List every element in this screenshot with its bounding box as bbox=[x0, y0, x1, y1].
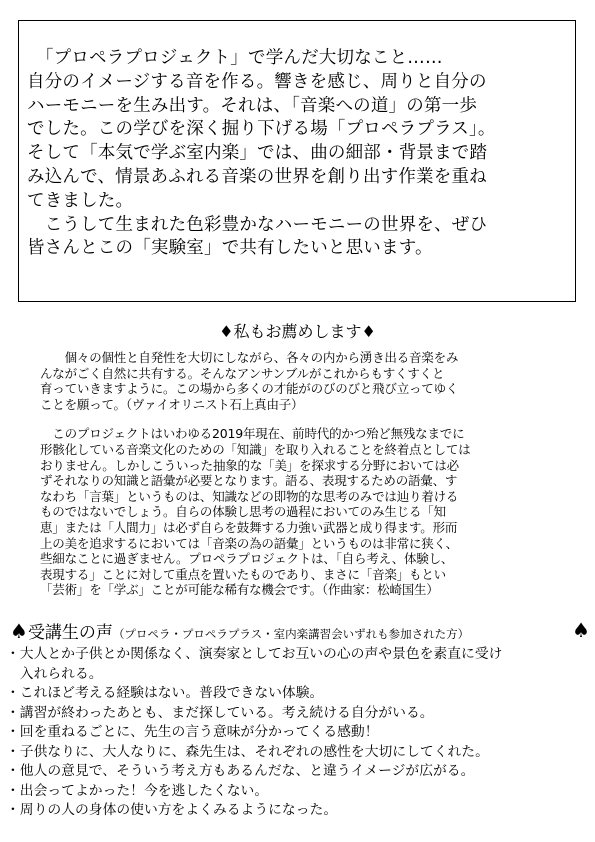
recommend-line: んながごく自然に共有する。そんなアンサンブルがこれからもすくすくと bbox=[40, 365, 445, 381]
list-item: ・出会ってよかった！今を逃したくない。 bbox=[6, 782, 269, 799]
intro-line: み込んで、情景あふれる音楽の世界を創り出す作業を重ね bbox=[27, 166, 487, 187]
intro-line: でした。この学びを深く掘り下げる場「プロペラプラス」。 bbox=[27, 119, 496, 140]
voices-title: 受講生の声 bbox=[27, 623, 113, 643]
recommend-title: ♦私もお薦めします♦ bbox=[219, 322, 376, 341]
intro-box bbox=[18, 20, 576, 302]
voices-subtitle: （プロペラ・プロペラプラス・室内楽講習会いずれも参加された方） bbox=[112, 627, 470, 641]
list-item: ・子供なりに、大人なりに、森先生は、それぞれの感性を大切にしてくれた。 bbox=[6, 743, 489, 760]
list-item: ・これほど考える経験はない。普段できない体験。 bbox=[6, 685, 324, 701]
recommend-line: ものではないでしょう。自らの体験し思考の過程においてのみ生じる「知 bbox=[40, 504, 446, 520]
spade-icon: ♠ bbox=[10, 619, 28, 643]
intro-line: 「プロペラプロジェクト」で学んだ大切なこと…… bbox=[27, 48, 443, 68]
voices-heading bbox=[10, 618, 590, 643]
recommend-line: 育っていきますように。この場から多くの才能がのびのびと飛び立ってゆく bbox=[40, 381, 459, 397]
recommend-paragraph bbox=[40, 426, 560, 598]
intro-line: 皆さんとこの「実験室」で共有したいと思います。 bbox=[27, 238, 433, 259]
recommend-line: 「芸術」を「学ぶ」ことが可能な稀有な機会です。（作曲家：松崎国生） bbox=[40, 582, 439, 598]
recommend-line: おりません。しかしこういった抽象的な「美」を探求する分野においては必 bbox=[40, 457, 459, 473]
list-item: ・回を重ねるごとに、先生の言う意味が分かってくる感動！ bbox=[6, 724, 379, 740]
recommend-line: 些細なことに過ぎません。プロペラプロジェクトは、「自ら考え、体験し、 bbox=[40, 551, 454, 567]
recommend-line: 恵」または「人間力」は必ず自らを鼓舞する力強い武器と成り得ます。形而 bbox=[40, 519, 458, 535]
list-item: ・講習が終わったあとも、まだ探している。考え続ける自分がいる。 bbox=[6, 704, 434, 721]
recommend-line: 上の美を追求するにおいては「音楽の為の語彙」というものは非常に狭く、 bbox=[40, 535, 458, 551]
intro-line: てきました。 bbox=[27, 190, 134, 211]
list-item: ・周りの人の身体の使い方をよくみるようになった。 bbox=[6, 802, 338, 818]
list-item: 入れられる。 bbox=[6, 665, 103, 682]
recommend-line: 個々の個性と自発性を大切にしながら、各々の内から湧き出る音楽をみ bbox=[40, 350, 459, 365]
intro-line: そして「本気で学ぶ室内楽」では、曲の細部・背景まで踏 bbox=[27, 143, 488, 164]
spade-icon: ♠ bbox=[572, 618, 590, 642]
recommend-section bbox=[40, 350, 560, 612]
recommend-paragraph bbox=[40, 350, 560, 412]
recommend-line: このプロジェクトはいわゆる2019年現在、前時代的かつ殆ど無残なまでに bbox=[40, 426, 465, 442]
list-item: ・他人の意見で、そういう考え方もあるんだな、と違うイメージが広がる。 bbox=[6, 763, 475, 779]
recommend-line: ずそれなりの知識と語彙が必要となります。語る、表現するための語彙、す bbox=[40, 473, 458, 489]
recommend-line: 表現する」ことに対して重点を置いたものであり、まさに「音楽」もとい bbox=[40, 566, 446, 582]
voices-list bbox=[6, 645, 591, 821]
intro-line: 自分のイメージする音を作る。響きを感じ、周りと自分の bbox=[27, 71, 487, 92]
list-item: ・大人とか子供とか関係なく、演奏家としてお互いの心の声や景色を素直に受け bbox=[6, 646, 503, 662]
intro-line: こうして生まれた色彩豊かなハーモニーの世界を、ぜひ bbox=[27, 214, 488, 235]
recommend-line: 形骸化している音楽文化のための「知識」を取り入れることを終着点としては bbox=[40, 441, 471, 457]
recommend-line: なわち「言葉」というものは、知識などの即物的な思考のみでは辿り着ける bbox=[40, 488, 459, 504]
recommend-line: ことを願って。（ヴァイオリニスト石上真由子） bbox=[40, 396, 304, 412]
intro-line: ハーモニーを生み出す。それは、「音楽への道」の第一歩 bbox=[27, 95, 478, 116]
